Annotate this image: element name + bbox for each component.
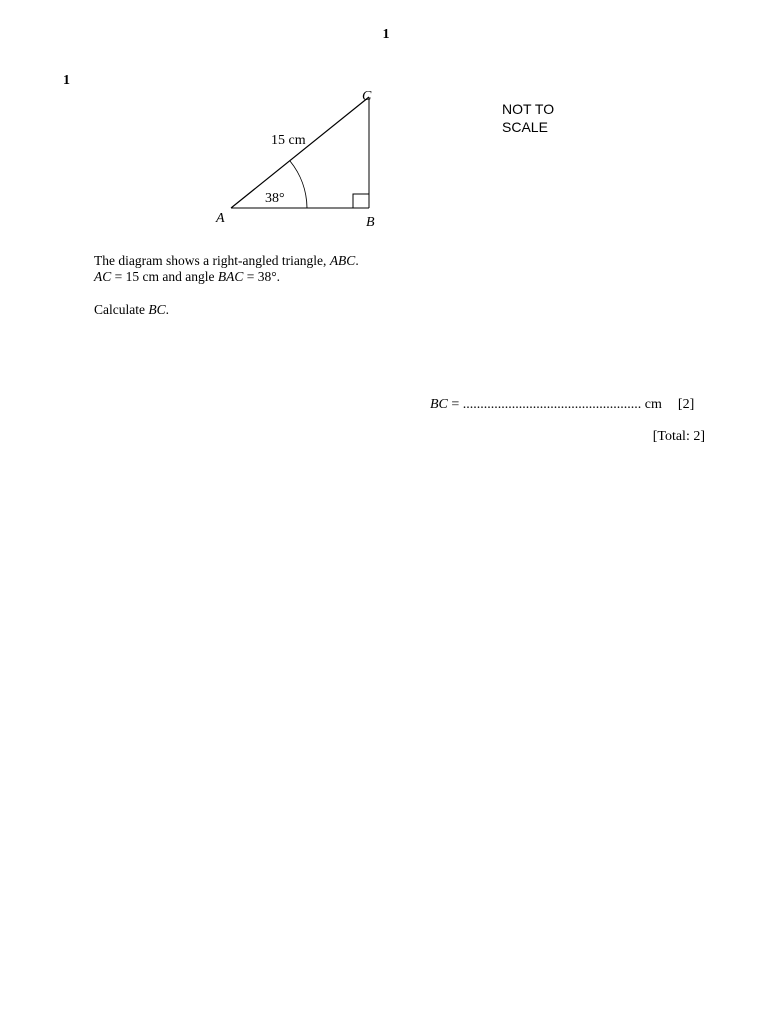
angle-arc (290, 161, 307, 208)
triangle-diagram (0, 0, 768, 260)
side-ac-name: AC (94, 269, 112, 284)
answer-unit: cm (641, 397, 662, 412)
question-text-line2 (94, 269, 280, 285)
total-marks: [Total: 2] (652, 429, 705, 444)
instruction-target: BC (148, 302, 166, 317)
scale-note-line1: NOT TO (502, 101, 555, 117)
answer-marks: [2] (677, 397, 695, 412)
vertex-c-label: C (362, 89, 372, 104)
answer-blank[interactable]: ................................................... (462, 397, 642, 412)
vertex-a-label: A (216, 211, 225, 226)
question-instruction (94, 302, 169, 318)
right-angle-mark (353, 194, 369, 208)
text-line1-suffix: . (355, 253, 359, 268)
question-text-line1 (94, 253, 359, 269)
side-ac (231, 97, 369, 208)
answer-line (430, 397, 694, 413)
instruction-suffix: . (165, 302, 169, 317)
answer-equals: = (447, 397, 463, 412)
text-line2-mid: = 15 cm and angle (111, 269, 218, 284)
vertex-b-label: B (366, 215, 375, 230)
side-ac-length-label: 15 cm (271, 133, 306, 148)
text-line2-suffix: = 38°. (243, 269, 280, 284)
page-number: 1 (382, 27, 390, 42)
question-number: 1 (63, 73, 70, 88)
angle-bac-name: BAC (217, 269, 244, 284)
answer-label: BC (430, 397, 448, 412)
text-line1-prefix: The diagram shows a right-angled triangle, (94, 253, 330, 268)
angle-a-label: 38° (265, 191, 285, 206)
instruction-prefix: Calculate (94, 302, 149, 317)
not-to-scale-note (502, 100, 554, 136)
scale-note-line2: SCALE (502, 119, 548, 135)
triangle-name: ABC (329, 253, 356, 268)
